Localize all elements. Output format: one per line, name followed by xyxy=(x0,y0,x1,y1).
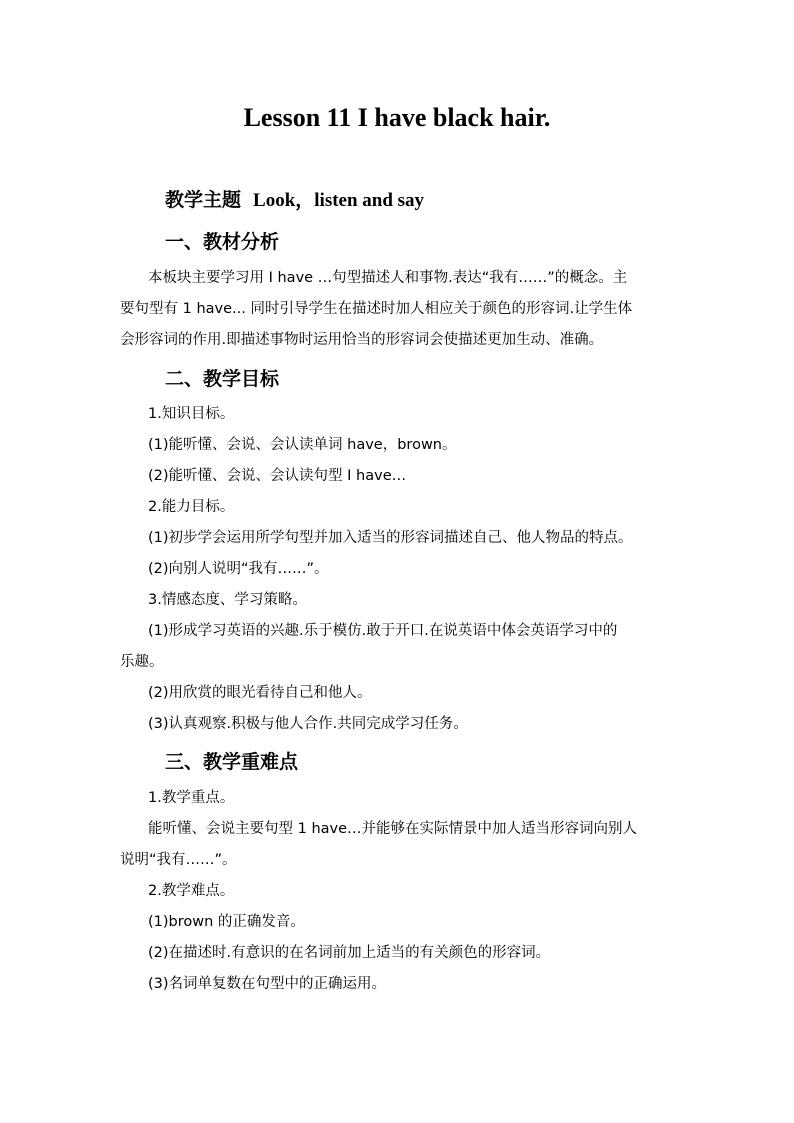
paragraph-line: 要句型有 1 have... 同时引导学生在描述时加人相应关于颜色的形容词.让学生体 xyxy=(120,301,633,317)
paragraph-line: 1.教学重点。 xyxy=(148,790,235,806)
paragraph-line: (2)向别人说明“我有……”。 xyxy=(148,561,329,577)
document-title: Lesson 11 I have black hair. xyxy=(243,103,551,132)
paragraph-line: 乐趣。 xyxy=(120,654,164,670)
paragraph-line: (2)能听懂、会说、会认读句型 I have… xyxy=(148,468,407,484)
teaching-theme-value: Look，listen and say xyxy=(253,190,425,211)
paragraph-line: (1)初步学会运用所学句型并加入适当的形容词描述自己、他人物品的特点。 xyxy=(148,530,633,546)
section-heading-textbook-analysis: 一、教材分析 xyxy=(165,231,280,253)
paragraph-line: 本板块主要学习用 I have …句型描述人和事物.表达“我有……”的概念。主 xyxy=(148,270,628,286)
paragraph-line: (1)brown 的正确发音。 xyxy=(148,914,305,930)
paragraph-line: 2.教学难点。 xyxy=(148,883,235,899)
section-heading-teaching-objectives: 二、教学目标 xyxy=(165,368,280,390)
teaching-theme xyxy=(165,187,424,214)
paragraph-line: (1)能听懂、会说、会认读单词 have，brown。 xyxy=(148,437,457,453)
teaching-theme-label: 教学主题 xyxy=(165,189,242,211)
paragraph-line: 说明“我有……”。 xyxy=(120,852,237,868)
paragraph-line: (3)认真观察.积极与他人合作.共同完成学习任务。 xyxy=(148,716,468,732)
paragraph-line: 2.能力目标。 xyxy=(148,499,235,515)
paragraph-line: (2)用欣赏的眼光看待自己和他人。 xyxy=(148,685,372,701)
paragraph-line: (2)在描述时.有意识的在名词前加上适当的有关颜色的形容词。 xyxy=(148,945,551,961)
paragraph-line: 1.知识目标。 xyxy=(148,406,235,422)
section-heading-key-difficult-points: 三、教学重难点 xyxy=(165,751,299,773)
paragraph-line: 能听懂、会说主要句型 1 have…并能够在实际情景中加人适当形容词向别人 xyxy=(148,821,638,837)
paragraph-line: (3)名词单复数在句型中的正确运用。 xyxy=(148,976,387,992)
paragraph-line: 会形容词的作用.即描述事物时运用恰当的形容词会使描述更加生动、准确。 xyxy=(120,332,604,348)
paragraph-line: 3.情感态度、学习策略。 xyxy=(148,592,307,608)
paragraph-line: (1)形成学习英语的兴趣.乐于模仿.敢于开口.在说英语中体会英语学习中的 xyxy=(148,623,618,639)
